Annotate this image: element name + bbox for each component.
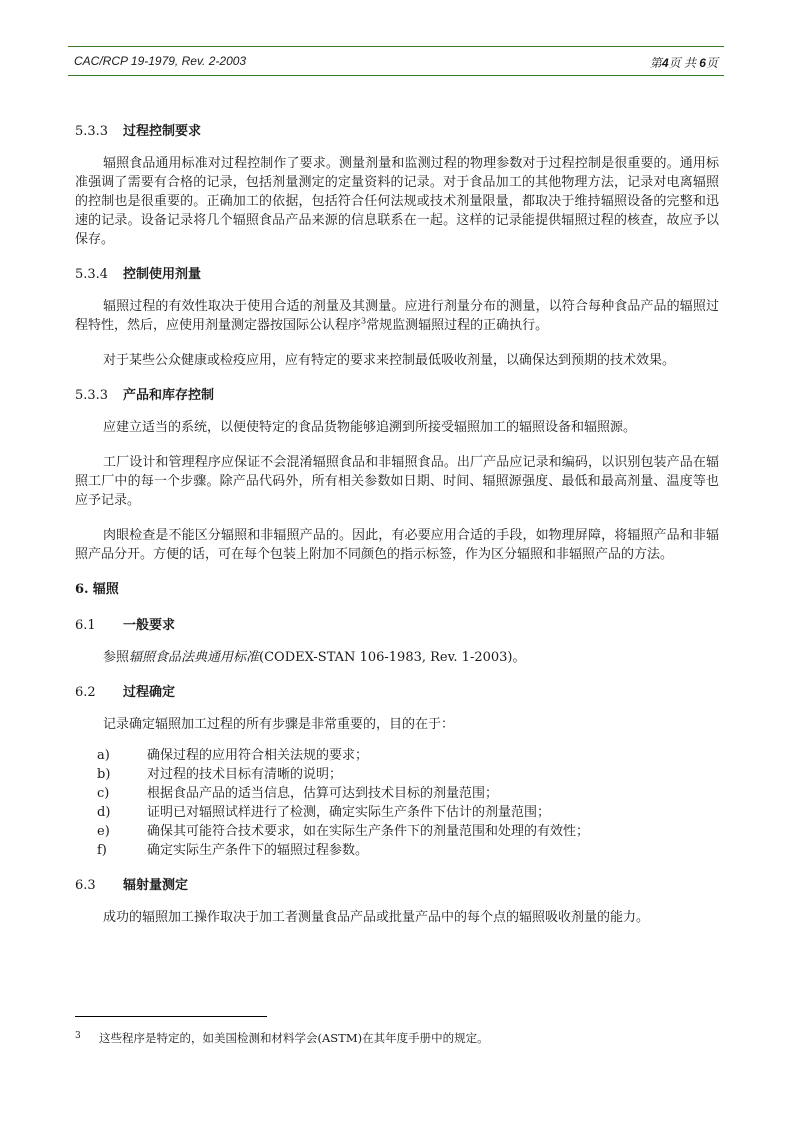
document-body — [75, 122, 719, 927]
paragraph: 肉眼检查是不能区分辐照和非辐照产品的。因此，有必要应用合适的手段，如物理屏障，将辐照产品和非辐照产品分开。方便的话，可在每个包装上附加不同颜色的指示标签，作为区分辐照和非辐照产品的方法。 — [75, 528, 719, 562]
footnote-mark: 3 — [75, 1031, 81, 1041]
footnote-ref[interactable]: 3 — [361, 316, 367, 326]
standard-title: 辐照食品法典通用标准 — [129, 650, 260, 665]
page-header — [68, 46, 724, 76]
section-heading-5-3-3: 5.3.3 过程控制要求 — [75, 124, 202, 139]
section-heading-6-3: 6.3 辐射量测定 — [75, 878, 189, 893]
footnote-divider — [75, 1016, 267, 1017]
list-item: c) 根据食品产品的适当信息，估算可达到技术目标的剂量范围； — [97, 786, 499, 801]
paragraph: 应建立适当的系统，以便使特定的食品货物能够追溯到所接受辐照加工的辐照设备和辐照源。 — [103, 420, 637, 435]
paragraph: 对于某些公众健康或检疫应用，应有特定的要求来控制最低吸收剂量，以确保达到预期的技术效果。 — [103, 353, 676, 368]
list-item: e) 确保其可能符合技术要求，如在实际生产条件下的剂量范围和处理的有效性； — [97, 824, 590, 839]
section-heading-5-3-3-inventory: 5.3.3 产品和库存控制 — [75, 388, 215, 403]
paragraph: 辐照食品通用标准对过程控制作了要求。测量剂量和监测过程的物理参数对于过程控制是很重要的。通用标准强调了需要有合格的记录，包括剂量测定的定量资料的记录。对于食品加工的其他物理方法，记录对电离辐照的控制也是很重要的。正确加工的依据，包括符合任何法规或技术剂量限量，都取决于维持辐照设备的完整和迅速的记录。设备记录将几个辐照食品产品来源的信息联系在一起。这样的记录能提供辐照过程的核查，故应予以保存。 — [75, 156, 719, 247]
section-heading-6-2: 6.2 过程确定 — [75, 685, 176, 700]
list-item: b) 对过程的技术目标有清晰的说明； — [97, 767, 343, 782]
paragraph: 记录确定辐照加工过程的所有步骤是非常重要的，目的在于： — [103, 717, 455, 732]
list-item: f) 确定实际生产条件下的辐照过程参数。 — [97, 843, 369, 858]
footnote-text: 这些程序是特定的，如美国检测和材料学会(ASTM)在其年度手册中的规定。 — [99, 1031, 489, 1045]
paragraph: 辐照过程的有效性取决于使用合适的剂量及其测量。应进行剂量分布的测量，以符合每种食品产品的辐照过程特性，然后，应使用剂量测定器按国际公认程序$^3$常规监测辐照过程的正确执行。 — [75, 299, 719, 333]
objectives-list — [75, 746, 719, 860]
list-item: a) 确保过程的应用符合相关法规的要求； — [97, 748, 369, 763]
page-indicator: 第4页 共 6页 — [649, 56, 718, 70]
document-code: CAC/RCP 19-1979, Rev. 2-2003 — [74, 54, 247, 68]
paragraph: 参照辐照食品法典通用标准(CODEX-STAN 106-1983, Rev. 1-2003)。 — [103, 650, 526, 665]
section-heading-5-3-4: 5.3.4 控制使用剂量 — [75, 267, 202, 282]
footnote — [75, 1030, 489, 1046]
section-heading-6: 6. 辐照 — [75, 582, 119, 597]
paragraph: 成功的辐照加工操作取决于加工者测量食品产品或批量产品中的每个点的辐照吸收剂量的能力。 — [103, 910, 650, 925]
section-heading-6-1: 6.1 一般要求 — [75, 618, 176, 633]
list-item: d) 证明已对辐照试样进行了检测，确定实际生产条件下估计的剂量范围； — [97, 805, 551, 820]
paragraph: 工厂设计和管理程序应保证不会混淆辐照食品和非辐照食品。出厂产品应记录和编码，以识别包装产品在辐照工厂中的每一个步骤。除产品代码外，所有相关参数如日期、时间、辐照源强度、最低和最高剂量、温度等也应予记录。 — [75, 455, 719, 508]
